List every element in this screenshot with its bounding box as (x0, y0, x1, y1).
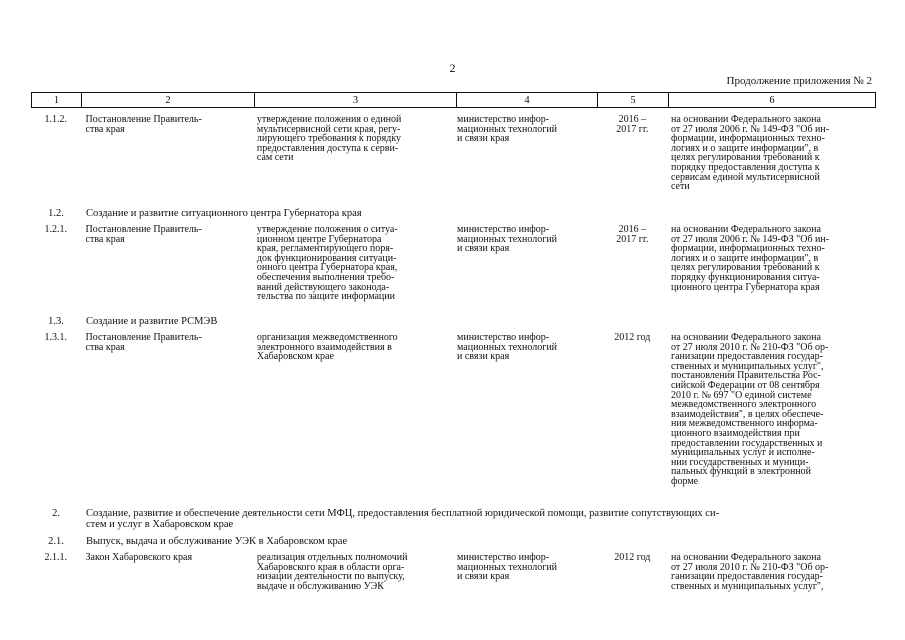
implementation-term: 2012 год (614, 552, 651, 563)
measure-purpose: реализация отдельных полномочий Хабаровского края в области орга- низации деятельности по выпуску, выдаче и обслуживанию УЭК (256, 552, 408, 592)
continuation-label: Продолжение приложения № 2 (726, 75, 872, 87)
section-title: Создание, развитие и обеспечение деятельности сети МФЦ, предоставления бесплатной юридической помощи, развитие сопутствующих си- стем и услуг в Хабаровском крае (86, 508, 720, 530)
column-number: 5 (598, 93, 669, 108)
table-row (31, 333, 876, 508)
legal-basis: на основании Федерального закона от 27 июля 2006 г. № 149-ФЗ "Об ин- формации, информационных техно- логиях и о защите информации", в целях регулирования требований к порядку предоставления доступа к сервисам единой мультисервисной сети (670, 114, 830, 193)
responsible-executor: министерство инфор- мационных технологий и связи края (457, 224, 558, 255)
section-number: 1.3. (48, 316, 64, 327)
document-type: Постановление Правитель- ства края (85, 224, 202, 245)
item-number: 1.3.1. (44, 332, 67, 343)
document-type: Постановление Правитель- ства края (85, 332, 202, 353)
legal-basis: на основании Федерального закона от 27 июля 2006 г. № 149-ФЗ "Об ин- формации, информационных техно- логиях и о защите информации", в целях регулирования требований к порядку функционирования ситуа- ционного центра Губернатора края (670, 224, 830, 293)
section-heading (31, 536, 876, 553)
table-row (31, 225, 876, 316)
column-number: 4 (457, 93, 598, 108)
legal-basis: на основании Федерального закона от 27 июля 2010 г. № 210-ФЗ "Об ор- ганизации предоставления государ- ственных и муниципальных услуг", (670, 552, 829, 592)
responsible-executor: министерство инфор- мационных технологий и связи края (457, 552, 558, 583)
measure-purpose: утверждение положения о ситуа- ционном центре Губернатора края, регламентирующего поря- док функционирования ситуаци- онного центра Губернатора края, обеспечения выполнения требо- ваний действующего законода- тельства по защите информации (256, 224, 398, 303)
item-number: 2.1.1. (44, 552, 67, 563)
section-heading (31, 208, 876, 225)
section-number: 2. (52, 508, 60, 519)
item-number: 1.1.2. (44, 114, 67, 125)
item-number: 1.2.1. (44, 224, 67, 235)
section-title: Создание и развитие ситуационного центра Губернатора края (86, 208, 362, 219)
document-type: Закон Хабаровского края (85, 552, 193, 563)
section-number: 1.2. (48, 208, 64, 219)
column-number: 3 (255, 93, 457, 108)
legal-basis: на основании Федерального закона от 27 июля 2010 г. № 210-ФЗ "Об ор- ганизации предоставления государ- ственных и муниципальных услуг", постановления Правительства Рос- сийской Федерации от 08 сентября 2010 г. № 697 "О единой системе межведомственного электронного взаимодействия", в целях обеспече- ния межведомственного информа- ционного взаимодействия при предоставлении государственных и муниципальных услуг и исполне- нии государственных и муници- пальных функций в электронной форме (670, 332, 829, 487)
column-number: 2 (82, 93, 255, 108)
measure-purpose: утверждение положения о единой мультисервисной сети края, регу- лирующего требования к порядку предоставления доступа к серви- сам сети (256, 114, 402, 164)
section-title: Выпуск, выдача и обслуживание УЭК в Хабаровском крае (86, 536, 348, 547)
section-heading (31, 316, 876, 333)
measure-purpose: организация межведомственного электронного взаимодействия в Хабаровском крае (256, 332, 398, 363)
page-number: 2 (449, 61, 456, 75)
responsible-executor: министерство инфор- мационных технологий и связи края (457, 332, 558, 363)
section-title: Создание и развитие РСМЭВ (86, 316, 218, 327)
section-heading (31, 508, 876, 536)
column-number: 1 (32, 93, 82, 108)
implementation-term: 2016 – 2017 гг. (616, 224, 649, 245)
measures-table-body (31, 115, 876, 598)
implementation-term: 2016 – 2017 гг. (616, 114, 649, 135)
table-row (31, 115, 876, 208)
document-type: Постановление Правитель- ства края (85, 114, 202, 135)
column-number: 6 (669, 93, 876, 108)
responsible-executor: министерство инфор- мационных технологий и связи края (457, 114, 558, 145)
column-number-header (31, 92, 876, 108)
section-number: 2.1. (48, 536, 64, 547)
table-row (31, 553, 876, 598)
implementation-term: 2012 год (614, 332, 651, 343)
